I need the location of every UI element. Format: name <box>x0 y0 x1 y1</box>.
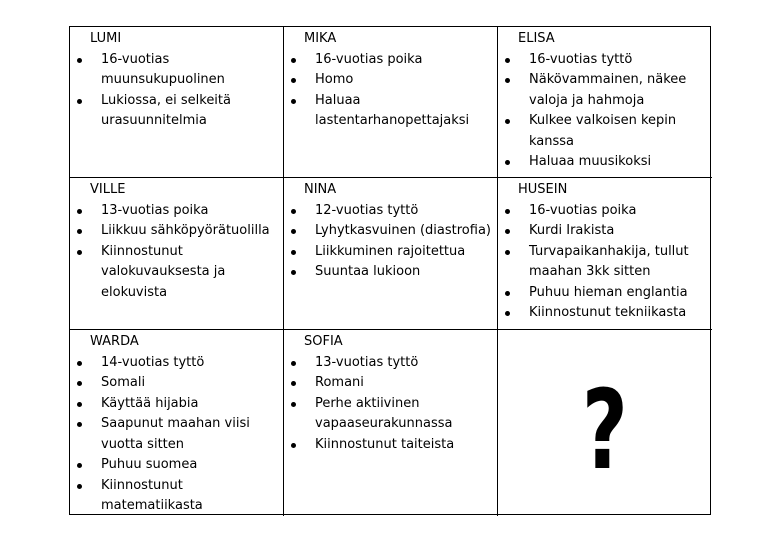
trait-item: Perhe aktiivinen vapaaseurakunnassa <box>284 394 497 435</box>
trait-item: Näkövammainen, näkee valoja ja hahmoja <box>498 70 712 111</box>
trait-item: Homo <box>284 70 497 91</box>
trait-item: Liikkuminen rajoitettua <box>284 242 497 263</box>
card-traits <box>498 50 712 173</box>
trait-item: Turvapaikanhakija, tullut maahan 3kk sitten <box>498 242 712 283</box>
card-warda <box>70 330 284 516</box>
trait-item: Kiinnostunut tekniikasta <box>498 303 712 324</box>
trait-item: 16-vuotias poika <box>284 50 497 71</box>
card-name: SOFIA <box>304 334 343 349</box>
trait-item: Haluaa lastentarhanopettajaksi <box>284 91 497 132</box>
trait-item: Liikkuu sähköpyörätuolilla <box>70 221 283 242</box>
trait-item: Lukiossa, ei selkeitä urasuunnitelmia <box>70 91 283 132</box>
trait-item: 14-vuotias tyttö <box>70 353 283 374</box>
card-unknown <box>498 330 712 516</box>
mystery-question-mark <box>498 330 712 516</box>
card-name: MIKA <box>304 31 337 46</box>
card-name: HUSEIN <box>518 182 568 197</box>
trait-item: Käyttää hijabia <box>70 394 283 415</box>
trait-item: 16-vuotias poika <box>498 201 712 222</box>
card-name: ELISA <box>518 31 555 46</box>
trait-item: 12-vuotias tyttö <box>284 201 497 222</box>
card-name: LUMI <box>90 31 122 46</box>
trait-item: 16-vuotias muunsukupuolinen <box>70 50 283 91</box>
trait-item: Suuntaa lukioon <box>284 262 497 283</box>
trait-item: Haluaa muusikoksi <box>498 152 712 173</box>
card-lumi <box>70 27 284 178</box>
card-traits <box>284 50 497 132</box>
trait-item: Kiinnostunut matematiikasta <box>70 476 283 517</box>
card-sofia <box>284 330 498 516</box>
trait-item: Puhuu hieman englantia <box>498 283 712 304</box>
card-traits <box>498 201 712 324</box>
trait-item: 16-vuotias tyttö <box>498 50 712 71</box>
card-name: WARDA <box>90 334 139 349</box>
trait-item: 13-vuotias poika <box>70 201 283 222</box>
trait-item: Lyhytkasvuinen (diastrofia) <box>284 221 497 242</box>
card-nina <box>284 178 498 330</box>
card-traits <box>284 353 497 456</box>
persona-grid <box>69 26 711 515</box>
card-traits <box>70 353 283 517</box>
card-name: NINA <box>304 182 337 197</box>
trait-item: Kiinnostunut taiteista <box>284 435 497 456</box>
trait-item: Kurdi Irakista <box>498 221 712 242</box>
trait-item: Puhuu suomea <box>70 455 283 476</box>
trait-item: Romani <box>284 373 497 394</box>
card-traits <box>70 201 283 304</box>
trait-item: Kulkee valkoisen kepin kanssa <box>498 111 712 152</box>
card-mika <box>284 27 498 178</box>
trait-item: 13-vuotias tyttö <box>284 353 497 374</box>
card-traits <box>70 50 283 132</box>
card-name: VILLE <box>90 182 126 197</box>
trait-item: Saapunut maahan viisi vuotta sitten <box>70 414 283 455</box>
card-ville <box>70 178 284 330</box>
card-husein <box>498 178 712 330</box>
question-mark-glyph: ? <box>582 366 628 494</box>
trait-item: Kiinnostunut valokuvauksesta ja elokuvista <box>70 242 283 304</box>
card-traits <box>284 201 497 283</box>
trait-item: Somali <box>70 373 283 394</box>
card-elisa <box>498 27 712 178</box>
